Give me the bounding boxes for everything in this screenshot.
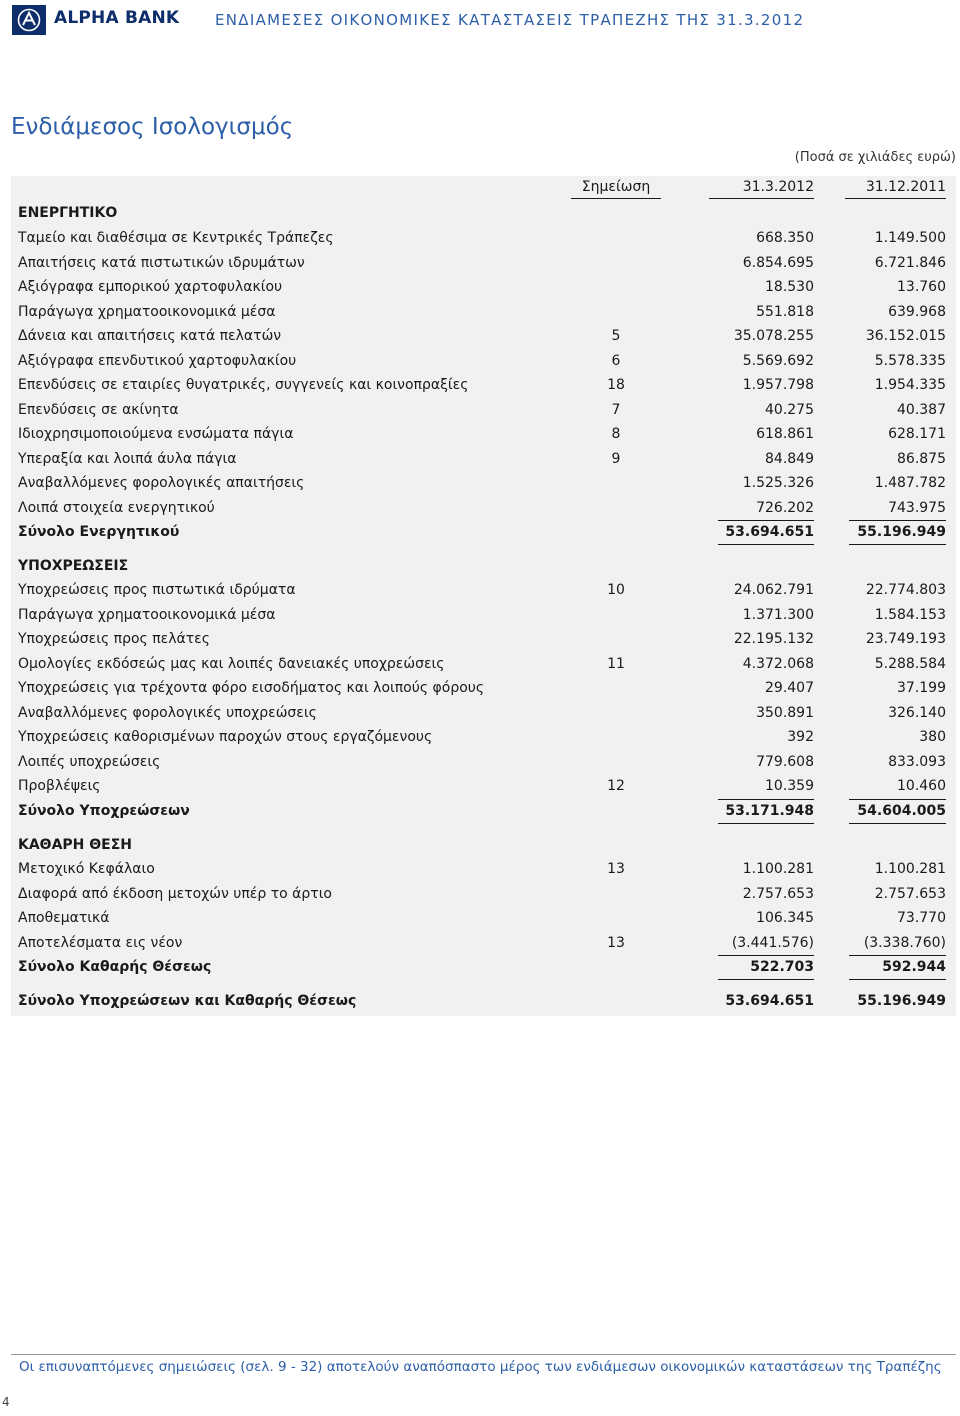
subtotal-rule: [718, 520, 814, 521]
column-header-row: [11, 177, 956, 199]
row-label: Διαφορά από έκδοση μετοχών υπέρ το άρτιο: [18, 885, 333, 902]
row-value-period1: 29.407: [765, 680, 814, 696]
page-title: Ενδιάμεσος Ισολογισμός: [11, 114, 294, 140]
total-rule: [718, 979, 814, 980]
row-value-period2: 5.578.335: [874, 352, 946, 369]
row-value-period2: 743.975: [888, 499, 946, 516]
row-value-period1: 40.275: [765, 401, 814, 418]
row-note: 18: [607, 377, 625, 393]
row-value-period2: 37.199: [897, 680, 946, 696]
row-label: Προβλέψεις: [18, 778, 101, 794]
row-label: Απαιτήσεις κατά πιστωτικών ιδρυμάτων: [18, 254, 305, 271]
table-row: [11, 604, 956, 626]
row-value-period2: 86.875: [897, 450, 946, 467]
row-value-period1: 22.195.132: [733, 631, 814, 647]
row-value-period2: 1.584.153: [874, 606, 946, 623]
row-value-period2: (3.338.760): [863, 934, 946, 951]
row-note: 7: [611, 401, 621, 418]
row-label: Υποχρεώσεις προς πιστωτικά ιδρύματα: [18, 582, 296, 598]
total-rule: [849, 979, 946, 980]
subtotal-rule: [718, 799, 814, 800]
table-row: [11, 579, 956, 601]
row-note: 9: [611, 450, 621, 467]
table-row: [11, 702, 956, 724]
table-row: [11, 374, 956, 396]
row-label: Αποτελέσματα εις νέον: [18, 934, 183, 951]
row-label: Λοιπές υποχρεώσεις: [18, 753, 161, 770]
row-value-period2: 2.757.653: [874, 885, 946, 902]
row-label: Επενδύσεις σε εταιρίες θυγατρικές, συγγενείς και κοινοπραξίες: [18, 377, 469, 393]
row-note: 13: [607, 934, 625, 951]
table-row: [11, 653, 956, 675]
row-value-period1: 1.525.326: [742, 475, 814, 491]
total-label: Σύνολο Υποχρεώσεων και Καθαρής Θέσεως: [18, 993, 357, 1009]
total-value-period1: 53.694.651: [725, 993, 814, 1009]
total-rule: [849, 823, 946, 824]
row-value-period2: 628.171: [888, 426, 946, 442]
table-row: [11, 497, 956, 519]
total-rule: [718, 544, 814, 545]
subtotal-rule: [849, 799, 946, 800]
total-label: Σύνολο Καθαρής Θέσεως: [18, 959, 212, 975]
section-heading: [11, 834, 956, 856]
table-row: [11, 907, 956, 929]
row-label: Υπεραξία και λοιπά άυλα πάγια: [18, 450, 237, 467]
row-note: 13: [607, 861, 625, 877]
table-row: [11, 301, 956, 323]
row-value-period2: 10.460: [897, 778, 946, 794]
row-value-period2: 22.774.803: [865, 582, 946, 598]
table-row: [11, 350, 956, 372]
row-value-period1: 779.608: [756, 753, 814, 770]
total-value-period2: 55.196.949: [857, 993, 946, 1009]
table-row: [11, 276, 956, 298]
row-value-period1: 1.100.281: [742, 861, 814, 877]
row-label: Παράγωγα χρηματοοικονομικά μέσα: [18, 303, 276, 320]
table-row: [11, 751, 956, 773]
row-value-period1: 1.957.798: [742, 377, 814, 393]
row-value-period1: 84.849: [765, 450, 814, 467]
total-value-period2: 55.196.949: [857, 524, 946, 540]
total-label: Σύνολο Ενεργητικού: [18, 524, 180, 540]
brand-name: ALPHA BANK: [54, 8, 180, 28]
row-value-period2: 1.487.782: [874, 475, 946, 491]
subtotal-rule: [849, 520, 946, 521]
table-row: [11, 858, 956, 880]
alpha-symbol-icon: [16, 8, 42, 32]
section-heading: [11, 202, 956, 224]
row-value-period1: 392: [787, 729, 814, 745]
row-value-period1: 5.569.692: [742, 352, 814, 369]
row-label: Αξιόγραφα εμπορικού χαρτοφυλακίου: [18, 279, 283, 295]
section-heading-label: ΥΠΟΧΡΕΩΣΕΙΣ: [18, 558, 129, 574]
row-value-period1: 618.861: [756, 426, 814, 442]
row-value-period1: 106.345: [756, 910, 814, 926]
row-value-period2: 73.770: [897, 910, 946, 926]
table-row: [11, 726, 956, 748]
column-header-note: Σημείωση: [571, 177, 661, 199]
report-title: ΕΝΔΙΑΜΕΣΕΣ ΟΙΚΟΝΟΜΙΚΕΣ ΚΑΤΑΣΤΑΣΕΙΣ ΤΡΑΠΕΖΗΣ ΤΗΣ 31.3.2012: [215, 11, 805, 29]
row-value-period2: 380: [919, 729, 946, 745]
row-value-period2: 1.100.281: [874, 861, 946, 877]
table-row: [11, 252, 956, 274]
table-row: [11, 775, 956, 797]
row-label: Μετοχικό Κεφάλαιο: [18, 861, 155, 877]
footer-divider: [11, 1354, 956, 1355]
row-label: Αποθεματικά: [18, 910, 110, 926]
row-note: 12: [607, 778, 625, 794]
table-row: [11, 448, 956, 470]
row-label: Αξιόγραφα επενδυτικού χαρτοφυλακίου: [18, 352, 297, 369]
row-value-period1: 18.530: [765, 279, 814, 295]
row-label: Παράγωγα χρηματοοικονομικά μέσα: [18, 606, 276, 623]
section-heading-label: ΚΑΘΑΡΗ ΘΕΣΗ: [18, 837, 133, 853]
row-note: 10: [607, 582, 625, 598]
row-label: Υποχρεώσεις καθορισμένων παροχών στους εργαζόμενους: [18, 729, 433, 745]
row-note: 8: [611, 426, 621, 442]
row-value-period2: 13.760: [897, 279, 946, 295]
section-heading-label: ΕΝΕΡΓΗΤΙΚΟ: [18, 205, 118, 221]
total-row: [11, 521, 956, 543]
row-value-period1: 4.372.068: [742, 655, 814, 672]
row-label: Υποχρεώσεις για τρέχοντα φόρο εισοδήματος και λοιπούς φόρους: [18, 680, 485, 696]
table-row: [11, 677, 956, 699]
row-value-period2: 6.721.846: [874, 254, 946, 271]
column-header-period1: 31.3.2012: [709, 177, 814, 199]
row-label: Επενδύσεις σε ακίνητα: [18, 401, 179, 418]
total-value-period1: 53.694.651: [725, 524, 814, 540]
row-value-period1: 6.854.695: [742, 254, 814, 271]
alpha-bank-logo-icon: [12, 5, 46, 35]
total-rule: [718, 823, 814, 824]
row-value-period1: 668.350: [756, 230, 814, 246]
total-value-period1: 53.171.948: [725, 803, 814, 819]
row-value-period1: 350.891: [756, 704, 814, 721]
table-row: [11, 472, 956, 494]
row-value-period2: 23.749.193: [865, 631, 946, 647]
row-label: Ταμείο και διαθέσιμα σε Κεντρικές Τράπεζες: [18, 230, 334, 246]
subtotal-rule: [849, 955, 946, 956]
row-value-period2: 326.140: [888, 704, 946, 721]
row-label: Αναβαλλόμενες φορολογικές απαιτήσεις: [18, 475, 305, 491]
row-note: 5: [611, 328, 621, 344]
page-header: [12, 5, 952, 35]
row-value-period2: 833.093: [888, 753, 946, 770]
row-label: Ιδιοχρησιμοποιούμενα ενσώματα πάγια: [18, 426, 294, 442]
balance-sheet-table: [11, 176, 956, 1016]
row-label: Δάνεια και απαιτήσεις κατά πελατών: [18, 328, 282, 344]
total-value-period2: 592.944: [882, 959, 946, 975]
row-value-period1: (3.441.576): [731, 934, 814, 951]
row-value-period1: 35.078.255: [733, 328, 814, 344]
grand-total-row: [11, 990, 956, 1012]
table-row: [11, 628, 956, 650]
row-label: Ομολογίες εκδόσεώς μας και λοιπές δανειακές υποχρεώσεις: [18, 655, 445, 672]
subtotal-rule: [718, 955, 814, 956]
row-value-period2: 1.954.335: [874, 377, 946, 393]
total-row: [11, 956, 956, 978]
row-value-period1: 551.818: [756, 303, 814, 320]
row-label: Λοιπά στοιχεία ενεργητικού: [18, 499, 215, 516]
row-note: 11: [607, 655, 625, 672]
row-value-period2: 1.149.500: [874, 230, 946, 246]
row-value-period1: 24.062.791: [733, 582, 814, 598]
total-label: Σύνολο Υποχρεώσεων: [18, 803, 190, 819]
table-row: [11, 227, 956, 249]
row-value-period2: 5.288.584: [874, 655, 946, 672]
row-note: 6: [611, 352, 621, 369]
column-header-period2: 31.12.2011: [845, 177, 946, 199]
section-heading: [11, 555, 956, 577]
row-value-period2: 36.152.015: [865, 328, 946, 344]
row-value-period1: 2.757.653: [742, 885, 814, 902]
table-row: [11, 325, 956, 347]
page-number: 4: [2, 1395, 10, 1409]
footer-note: Οι επισυναπτόμενες σημειώσεις (σελ. 9 - 32) αποτελούν αναπόσπαστο μέρος των ενδιάμεσων οικονομικών καταστάσεων της Τραπέζης: [19, 1359, 942, 1375]
table-row: [11, 883, 956, 905]
total-rule: [849, 544, 946, 545]
total-value-period1: 522.703: [750, 959, 814, 975]
table-row: [11, 399, 956, 421]
row-label: Αναβαλλόμενες φορολογικές υποχρεώσεις: [18, 704, 317, 721]
total-row: [11, 800, 956, 822]
currency-note: (Ποσά σε χιλιάδες ευρώ): [794, 150, 956, 165]
row-value-period1: 1.371.300: [742, 606, 814, 623]
total-value-period2: 54.604.005: [857, 803, 946, 819]
row-label: Υποχρεώσεις προς πελάτες: [18, 631, 210, 647]
table-row: [11, 932, 956, 954]
row-value-period2: 639.968: [888, 303, 946, 320]
table-row: [11, 423, 956, 445]
row-value-period1: 10.359: [765, 778, 814, 794]
row-value-period1: 726.202: [756, 499, 814, 516]
row-value-period2: 40.387: [897, 401, 946, 418]
